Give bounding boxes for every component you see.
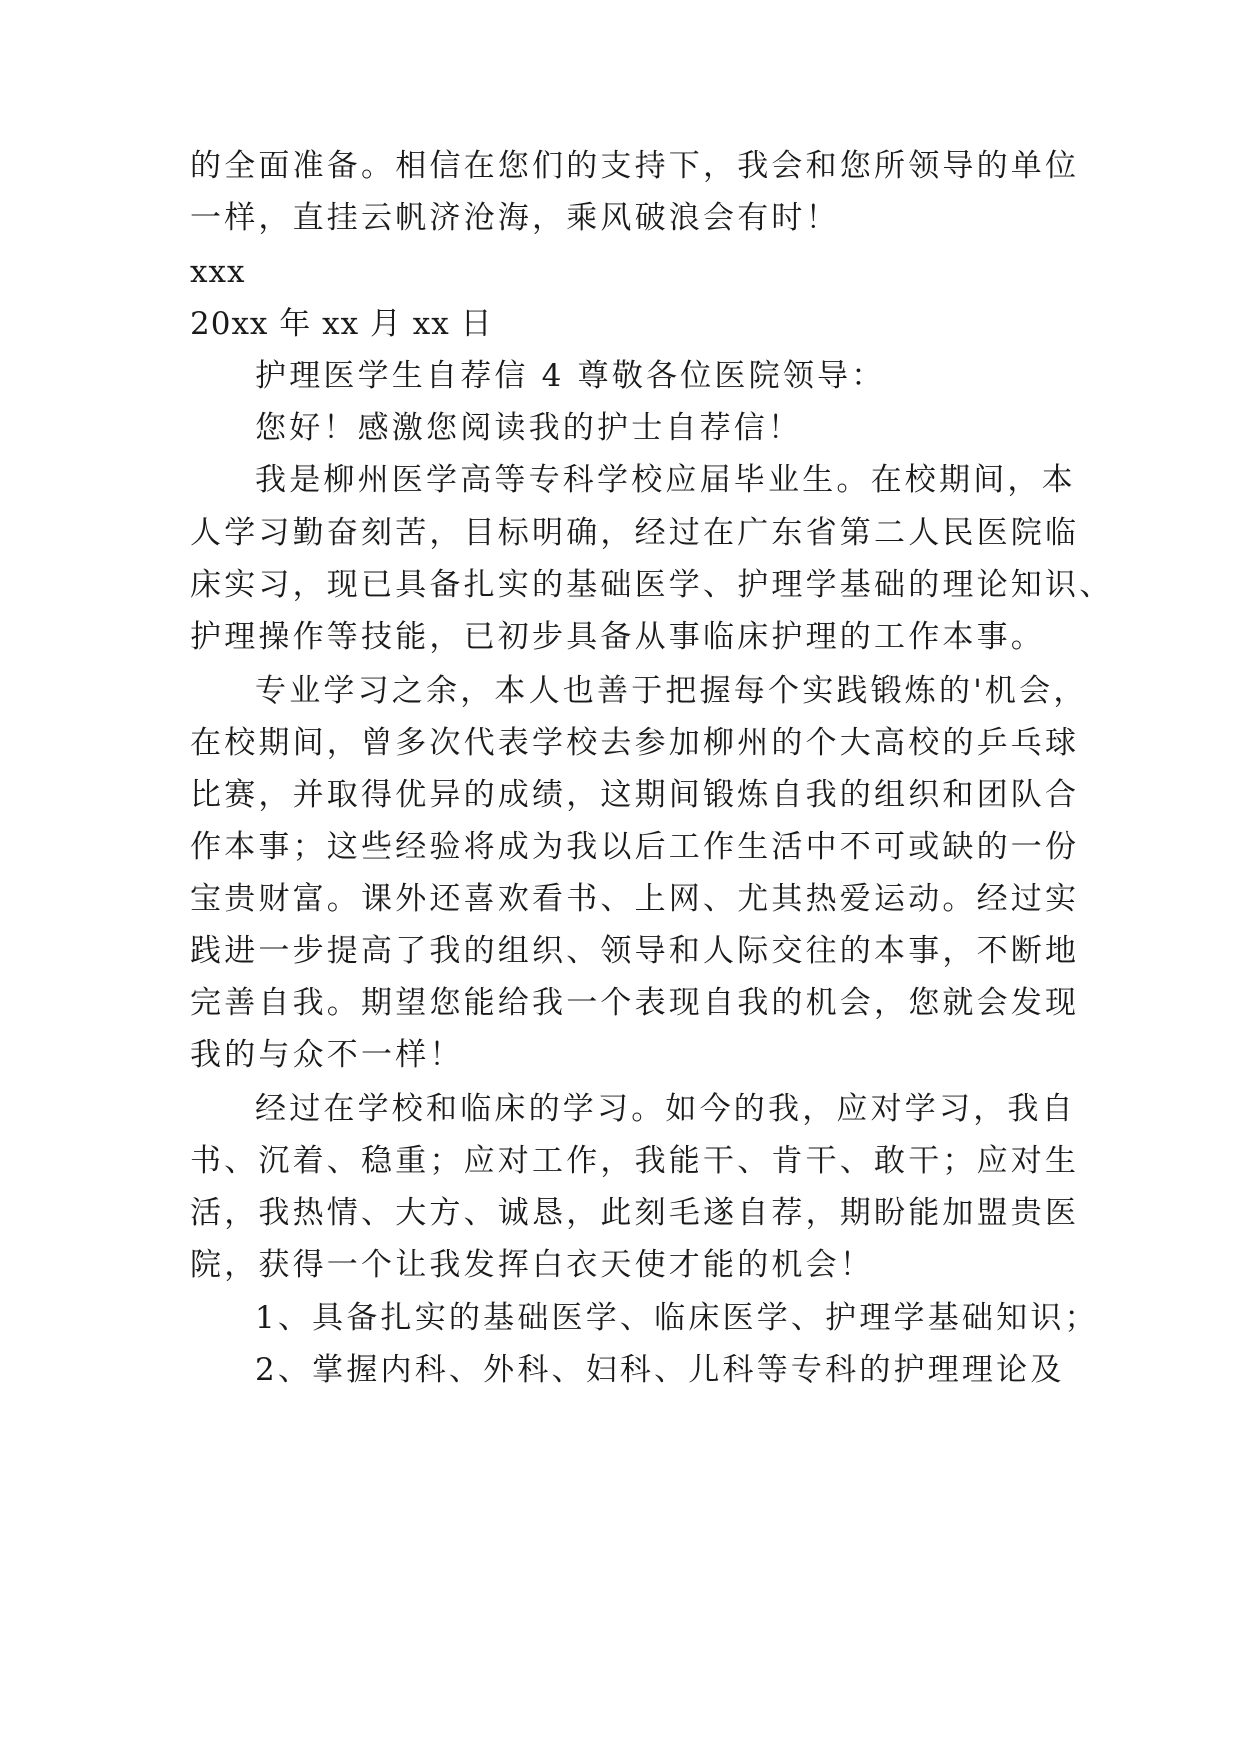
- signature-name: xxx: [190, 254, 246, 290]
- paragraph-line: 宝贵财富。课外还喜欢看书、上网、尤其热爱运动。经过实: [190, 881, 1080, 917]
- paragraph-line: 专业学习之余，本人也善于把握每个实践锻炼的'机会，: [255, 673, 1088, 709]
- list-item: 1、具备扎实的基础医学、临床医学、护理学基础知识；: [255, 1300, 1099, 1336]
- signature-date: 20xx 年 xx 月 xx 日: [190, 306, 493, 342]
- paragraph-line: 比赛，并取得优异的成绩，这期间锻炼自我的组织和团队合: [190, 777, 1080, 813]
- paragraph-line: 完善自我。期望您能给我一个表现自我的机会，您就会发现: [190, 985, 1080, 1021]
- paragraph-line: 书、沉着、稳重；应对工作，我能干、肯干、敢干；应对生: [190, 1143, 1080, 1179]
- paragraph-line: 在校期间，曾多次代表学校去参加柳州的个大高校的乒乓球: [190, 725, 1080, 761]
- paragraph-line: 床实习，现已具备扎实的基础医学、护理学基础的理论知识、: [190, 567, 1114, 603]
- list-item: 2、掌握内科、外科、妇科、儿科等专科的护理理论及: [255, 1352, 1065, 1388]
- paragraph-line: 我的与众不一样！: [190, 1037, 464, 1073]
- paragraph-line: 护理操作等技能，已初步具备从事临床护理的工作本事。: [190, 619, 1045, 655]
- paragraph-line: 人学习勤奋刻苦，目标明确，经过在广东省第二人民医院临: [190, 515, 1080, 551]
- paragraph-line: 活，我热情、大方、诚恳，此刻毛遂自荐，期盼能加盟贵医: [190, 1195, 1080, 1231]
- paragraph-line: 践进一步提高了我的组织、领导和人际交往的本事，不断地: [190, 933, 1080, 969]
- paragraph-line: 一样，直挂云帆济沧海，乘风破浪会有时！: [190, 200, 840, 236]
- paragraph-line: 院，获得一个让我发挥白衣天使才能的机会！: [190, 1247, 874, 1283]
- paragraph-line: 经过在学校和临床的学习。如今的我，应对学习，我自: [255, 1091, 1076, 1127]
- paragraph-line: 作本事；这些经验将成为我以后工作生活中不可或缺的一份: [190, 829, 1080, 865]
- paragraph-line: 我是柳州医学高等专科学校应届毕业生。在校期间，本: [255, 462, 1076, 498]
- section-heading: 护理医学生自荐信 4 尊敬各位医院领导：: [255, 358, 886, 394]
- paragraph-line: 的全面准备。相信在您们的支持下，我会和您所领导的单位: [190, 148, 1080, 184]
- greeting-line: 您好！感激您阅读我的护士自荐信！: [255, 410, 803, 446]
